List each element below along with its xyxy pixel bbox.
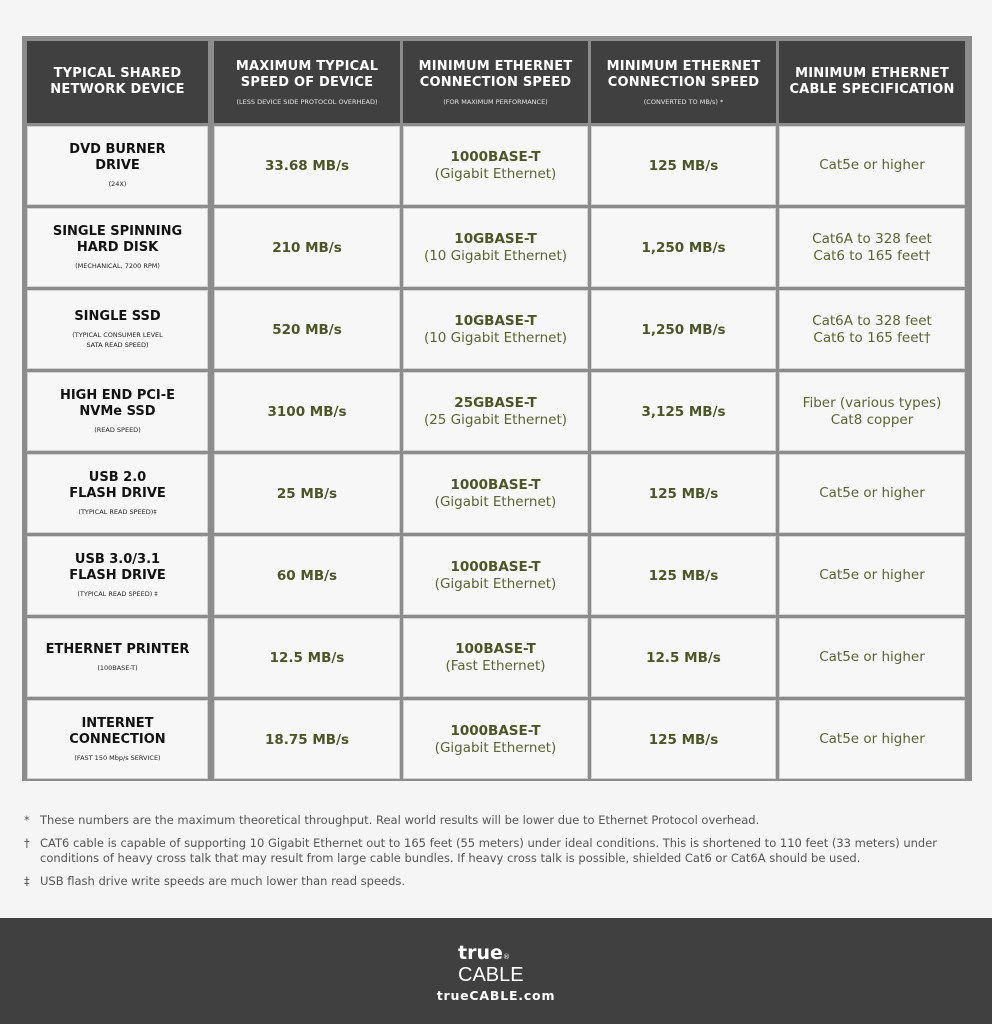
truecable-logo xyxy=(458,944,524,985)
ethernet-standard-cell xyxy=(403,536,588,615)
device-name: ETHERNET PRINTER xyxy=(45,642,190,657)
device-cell xyxy=(27,618,211,697)
device-speed-cell xyxy=(214,208,400,287)
device-name: SINGLE SSD xyxy=(74,309,161,324)
device-name: INTERNET CONNECTION xyxy=(69,716,166,747)
device-speed: 18.75 MB/s xyxy=(264,731,350,748)
cable-spec-cell xyxy=(779,208,965,287)
column-header xyxy=(779,41,965,123)
footnote-symbol: ‡ xyxy=(24,874,30,888)
ethernet-standard: 1000BASE-T xyxy=(450,476,541,493)
ethernet-standard-name: (Gigabit Ethernet) xyxy=(434,165,557,182)
connection-speed: 125 MB/s xyxy=(648,485,719,502)
device-cell xyxy=(27,126,211,205)
logo-text-bottom: CABLE xyxy=(458,964,524,986)
header-subtitle: (FOR MAXIMUM PERFORMANCE) xyxy=(443,97,548,106)
cable-spec: Cat6A to 328 feet Cat6 to 165 feet† xyxy=(812,312,932,346)
header-title: MINIMUM ETHERNET CABLE SPECIFICATION xyxy=(789,66,955,97)
cable-spec-cell xyxy=(779,290,965,369)
connection-speed-cell xyxy=(591,290,776,369)
network-speed-table xyxy=(22,36,972,781)
device-speed-cell xyxy=(214,372,400,451)
connection-speed: 125 MB/s xyxy=(648,731,719,748)
connection-speed-cell xyxy=(591,372,776,451)
connection-speed: 1,250 MB/s xyxy=(641,321,726,338)
device-name: USB 3.0/3.1 FLASH DRIVE xyxy=(69,552,166,583)
cable-spec: Cat5e or higher xyxy=(819,649,925,665)
connection-speed-cell xyxy=(591,208,776,287)
ethernet-standard-name: (25 Gigabit Ethernet) xyxy=(423,411,568,428)
ethernet-standard: 10GBASE-T xyxy=(454,312,537,329)
connection-speed: 125 MB/s xyxy=(648,157,719,174)
device-note: (100BASE-T) xyxy=(97,664,138,672)
footnote-text: USB flash drive write speeds are much lower than read speeds. xyxy=(40,874,406,888)
cable-spec: Cat5e or higher xyxy=(819,485,925,501)
device-name: SINGLE SPINNING HARD DISK xyxy=(52,224,183,255)
device-note: (TYPICAL CONSUMER LEVEL SATA READ SPEED) xyxy=(72,331,163,349)
header-title: MAXIMUM TYPICAL SPEED OF DEVICE xyxy=(235,58,379,90)
header-title: MINIMUM ETHERNET CONNECTION SPEED xyxy=(418,58,573,90)
connection-speed-cell xyxy=(591,618,776,697)
ethernet-standard-cell xyxy=(403,126,588,205)
device-speed-cell xyxy=(214,700,400,779)
ethernet-standard-cell xyxy=(403,372,588,451)
footnote xyxy=(24,813,974,828)
website-link[interactable]: trueCABLE.com xyxy=(436,988,556,1003)
ethernet-standard-cell xyxy=(403,454,588,533)
device-speed: 25 MB/s xyxy=(276,485,338,502)
ethernet-standard: 1000BASE-T xyxy=(450,558,541,575)
ethernet-standard-name: (Gigabit Ethernet) xyxy=(434,739,557,756)
ethernet-standard-name: (Gigabit Ethernet) xyxy=(434,575,557,592)
footnote xyxy=(24,836,974,866)
cable-spec: Cat5e or higher xyxy=(819,157,925,173)
device-note: (FAST 150 Mbp/s SERVICE) xyxy=(74,754,161,762)
column-header xyxy=(27,41,211,123)
device-speed: 12.5 MB/s xyxy=(269,649,345,666)
device-speed-cell xyxy=(214,536,400,615)
device-cell xyxy=(27,536,211,615)
cable-spec: Cat5e or higher xyxy=(819,567,925,583)
connection-speed-cell xyxy=(591,536,776,615)
ethernet-standard-name: (Fast Ethernet) xyxy=(445,657,546,674)
column-header xyxy=(403,41,588,123)
cable-spec-cell xyxy=(779,126,965,205)
cable-spec: Cat6A to 328 feet Cat6 to 165 feet† xyxy=(812,230,932,264)
device-speed: 3100 MB/s xyxy=(267,403,347,420)
cable-spec-cell xyxy=(779,618,965,697)
device-speed: 60 MB/s xyxy=(276,567,338,584)
device-speed-cell xyxy=(214,454,400,533)
ethernet-standard: 10GBASE-T xyxy=(454,230,537,247)
connection-speed: 12.5 MB/s xyxy=(646,649,721,666)
header-title: TYPICAL SHARED NETWORK DEVICE xyxy=(50,66,185,97)
cable-spec-cell xyxy=(779,700,965,779)
ethernet-standard-cell xyxy=(403,290,588,369)
ethernet-standard: 100BASE-T xyxy=(455,640,536,657)
ethernet-standard-cell xyxy=(403,700,588,779)
cable-spec-cell xyxy=(779,372,965,451)
device-note: (MECHANICAL, 7200 RPM) xyxy=(75,262,160,270)
cable-spec-cell xyxy=(779,536,965,615)
ethernet-standard-cell xyxy=(403,208,588,287)
connection-speed: 3,125 MB/s xyxy=(641,403,726,420)
device-cell xyxy=(27,700,211,779)
column-header xyxy=(214,41,400,123)
device-speed: 33.68 MB/s xyxy=(264,157,350,174)
ethernet-standard: 25GBASE-T xyxy=(454,394,537,411)
device-note: (READ SPEED) xyxy=(94,426,141,434)
device-note: (24X) xyxy=(108,180,127,188)
device-note: (TYPICAL READ SPEED) ‡ xyxy=(77,590,158,598)
column-header xyxy=(591,41,776,123)
device-cell xyxy=(27,290,211,369)
ethernet-standard-name: (Gigabit Ethernet) xyxy=(434,493,557,510)
footnote xyxy=(24,874,974,889)
device-name: DVD BURNER DRIVE xyxy=(69,142,166,173)
footnote-text: These numbers are the maximum theoretical throughput. Real world results will be lower due to Ethernet Protocol overhead. xyxy=(40,813,760,827)
device-speed-cell xyxy=(214,618,400,697)
device-cell xyxy=(27,454,211,533)
device-name: HIGH END PCI-E NVMe SSD xyxy=(59,388,176,419)
device-cell xyxy=(27,372,211,451)
ethernet-standard: 1000BASE-T xyxy=(450,148,541,165)
connection-speed-cell xyxy=(591,454,776,533)
logo-text-top: true xyxy=(458,942,503,964)
header-subtitle: (CONVERTED TO MB/s) * xyxy=(643,97,724,106)
device-speed-cell xyxy=(214,290,400,369)
ethernet-standard-name: (10 Gigabit Ethernet) xyxy=(423,247,568,264)
device-speed: 520 MB/s xyxy=(272,321,342,338)
connection-speed-cell xyxy=(591,126,776,205)
footnotes xyxy=(24,813,974,897)
connection-speed: 1,250 MB/s xyxy=(641,239,726,256)
footnote-symbol: * xyxy=(24,813,30,827)
connection-speed: 125 MB/s xyxy=(648,567,719,584)
brand-footer xyxy=(0,918,992,1024)
cable-spec: Fiber (various types) Cat8 copper xyxy=(802,394,942,428)
cable-spec: Cat5e or higher xyxy=(819,731,925,747)
footnote-text: CAT6 cable is capable of supporting 10 Gigabit Ethernet out to 165 feet (55 meters) under ideal conditions. This is shortened to 110 feet (33 meters) under conditions of heavy cross talk that may result from large cable bundles. If heavy cross talk is possible, shielded Cat6 or Cat6A should be used. xyxy=(40,836,938,865)
header-title: MINIMUM ETHERNET CONNECTION SPEED xyxy=(606,58,761,90)
device-speed-cell xyxy=(214,126,400,205)
device-name: USB 2.0 FLASH DRIVE xyxy=(69,470,166,501)
header-subtitle: (LESS DEVICE SIDE PROTOCOL OVERHEAD) xyxy=(236,97,378,106)
registered-mark: ® xyxy=(502,953,510,961)
device-speed: 210 MB/s xyxy=(272,239,342,256)
ethernet-standard-name: (10 Gigabit Ethernet) xyxy=(423,329,568,346)
cable-spec-cell xyxy=(779,454,965,533)
device-note: (TYPICAL READ SPEED)‡ xyxy=(78,508,157,516)
ethernet-standard-cell xyxy=(403,618,588,697)
device-cell xyxy=(27,208,211,287)
connection-speed-cell xyxy=(591,700,776,779)
footnote-symbol: † xyxy=(24,836,30,850)
ethernet-standard: 1000BASE-T xyxy=(450,722,541,739)
